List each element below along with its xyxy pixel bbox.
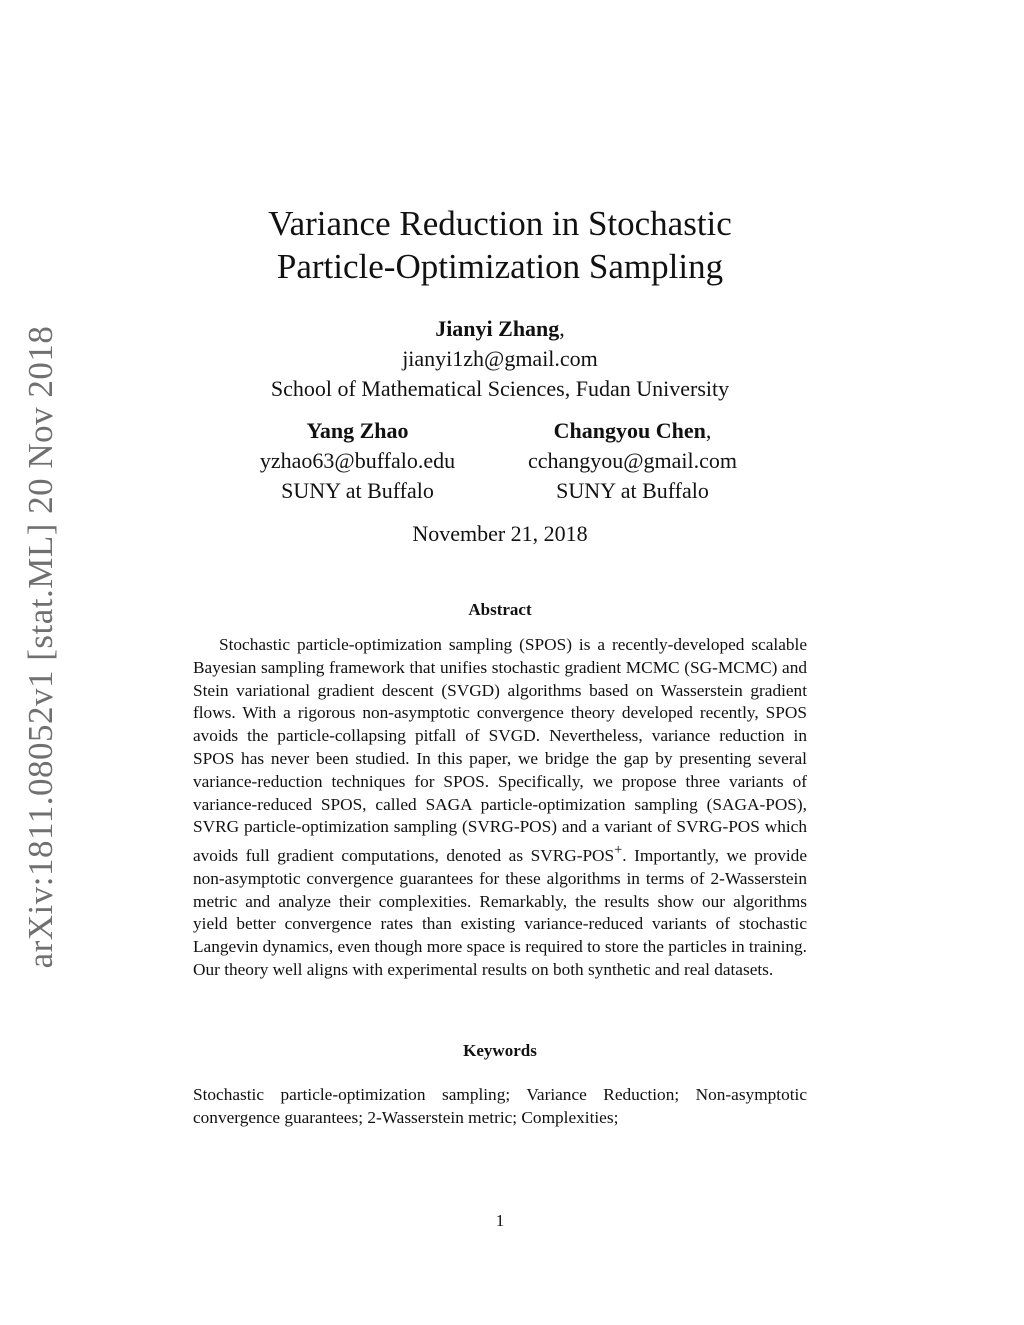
arxiv-identifier-stamp: arXiv:1811.08052v1 [stat.ML] 20 Nov 2018 <box>21 325 60 969</box>
abstract-superscript: + <box>614 842 623 859</box>
author-email: cchangyou@gmail.com <box>527 448 738 473</box>
author-name-suffix: , <box>705 418 712 443</box>
abstract-text-part-2: . Importantly, we provide non-asymptotic convergence guarantees for these algorithms in terms of 2-Wasserstein metric and analyze their complexities. Remarkably, the results show our algorithms yield better convergence rates than existing variance-reduced variants of stochastic Langevin dynamics, even though more space is required to store the particles in training. Our theory well aligns with experimental results on both synthetic and real datasets. <box>193 845 807 979</box>
abstract-body <box>193 634 807 982</box>
abstract-text-part-1: Stochastic particle-optimization sampling (SPOS) is a recently-developed scalable Bayesian sampling framework that unifies stochastic gradient MCMC (SG-MCMC) and Stein variational gradient descent (SVGD) algorithms based on Wasserstein gradient flows. With a rigorous non-asymptotic convergence theory developed recently, SPOS avoids the particle-collapsing pitfall of SVGD. Nevertheless, variance reduction in SPOS has never been studied. In this paper, we bridge the gap by presenting several variance-reduction techniques for SPOS. Specifically, we propose three variants of variance-reduced SPOS, called SAGA particle-optimization sampling (SAGA-POS), SVRG particle-optimization sampling (SVRG-POS) and a variant of SVRG-POS which avoids full gradient computations, denoted as SVRG-POS <box>193 635 807 865</box>
keywords-body: Stochastic particle-optimization sampling; Variance Reduction; Non-asymptotic convergence guarantees; 2-Wasserstein metric; Complexities; <box>193 1085 807 1127</box>
publication-date: November 21, 2018 <box>412 521 588 546</box>
page-number: 1 <box>495 1211 505 1230</box>
title-line-2: Particle-Optimization Sampling <box>276 247 724 286</box>
author-name-suffix: , <box>559 316 565 341</box>
author-name: Changyou Chen <box>553 418 706 443</box>
author-affiliation: SUNY at Buffalo <box>556 478 709 503</box>
author-block-2 <box>225 416 490 506</box>
author-name: Yang Zhao <box>306 418 409 443</box>
author-block-1 <box>200 314 800 404</box>
author-affiliation: SUNY at Buffalo <box>281 478 434 503</box>
author-name: Jianyi Zhang <box>435 316 560 341</box>
author-email: yzhao63@buffalo.edu <box>259 448 456 473</box>
paper-title <box>210 202 790 288</box>
author-affiliation: School of Mathematical Sciences, Fudan University <box>270 376 730 401</box>
title-line-1: Variance Reduction in Stochastic <box>268 204 732 243</box>
keywords-heading: Keywords <box>463 1041 537 1060</box>
author-email: jianyi1zh@gmail.com <box>402 346 598 371</box>
author-block-3 <box>500 416 765 506</box>
abstract-heading: Abstract <box>468 600 532 619</box>
